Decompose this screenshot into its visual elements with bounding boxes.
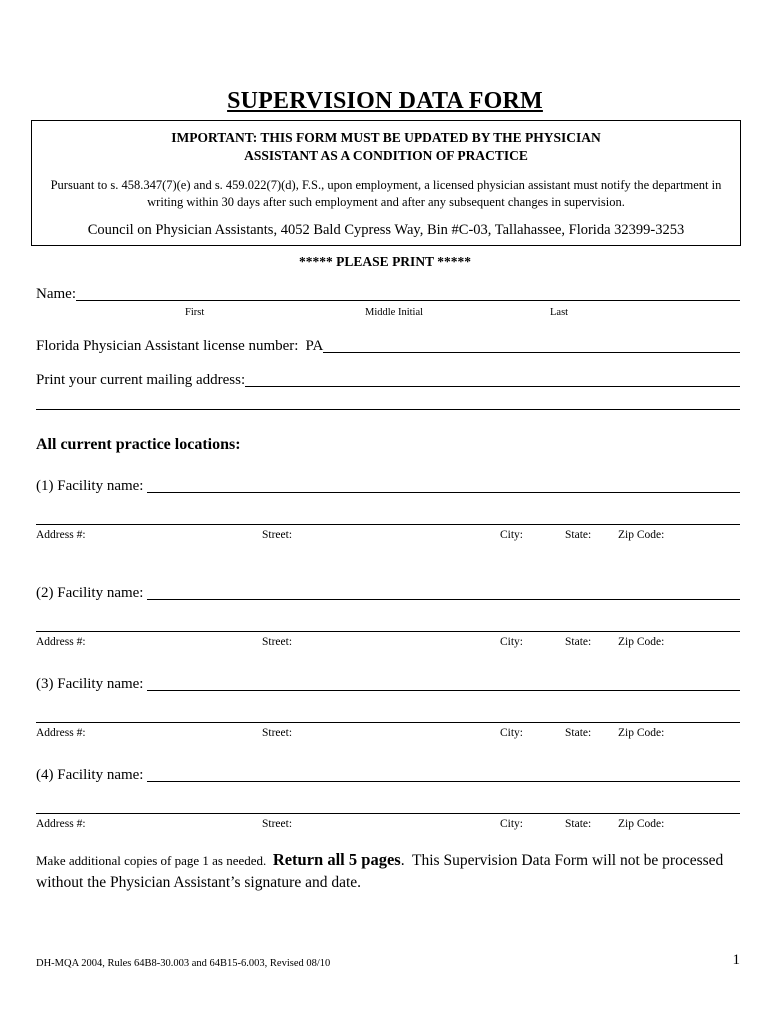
facility-2-row: [36, 585, 740, 602]
zip-code-label: Zip Code:: [618, 817, 665, 830]
bottom-note-prefix: Make additional copies of page 1 as needed.: [36, 852, 273, 868]
mailing-address-field-row: [36, 372, 740, 389]
street-label: Street:: [262, 528, 293, 541]
facility-4-name-input[interactable]: [147, 767, 740, 782]
license-field-row: [36, 338, 740, 355]
sublabel-last: Last: [550, 306, 569, 318]
city-label: City:: [500, 817, 524, 830]
notice-box: [31, 120, 741, 246]
address-number-label: Address #:: [36, 635, 86, 648]
zip-code-label: Zip Code:: [618, 528, 665, 541]
facility-2-label: (2) Facility name:: [36, 584, 148, 601]
facility-3-name-input[interactable]: [147, 676, 740, 691]
bottom-instructions: [36, 848, 740, 893]
name-field-row: [36, 286, 740, 303]
facility-1-name-input[interactable]: [147, 478, 740, 493]
city-label: City:: [500, 635, 524, 648]
state-label: State:: [565, 817, 592, 830]
facility-1-row: [36, 478, 740, 495]
facility-4-label: (4) Facility name:: [36, 766, 148, 783]
please-print-note: ***** PLEASE PRINT *****: [299, 253, 471, 269]
facility-4-row: [36, 767, 740, 784]
form-title: [0, 88, 770, 115]
notice-important-text: IMPORTANT: THIS FORM MUST BE UPDATED BY THE PHYSICIAN ASSISTANT AS A CONDITION OF PRACTICE: [171, 130, 601, 164]
state-label: State:: [565, 726, 592, 739]
facility-3-address-row[interactable]: [36, 722, 740, 743]
notice-council-address: Council on Physician Assistants, 4052 Bald Cypress Way, Bin #C-03, Tallahassee, Florida 32399-3253: [87, 221, 685, 238]
facility-4-address-row[interactable]: [36, 813, 740, 834]
city-label: City:: [500, 528, 524, 541]
mailing-address-second-line[interactable]: [36, 409, 740, 410]
sublabel-first: First: [185, 306, 205, 318]
page-footer: [36, 952, 740, 969]
form-title-text: SUPERVISION DATA FORM: [227, 88, 543, 114]
bottom-note-return-all-pages: Return all 5 pages: [272, 849, 401, 869]
license-label: Florida Physician Assistant license number:: [36, 337, 299, 354]
facility-2-address-row[interactable]: [36, 631, 740, 652]
facility-2-name-input[interactable]: [147, 585, 740, 600]
name-label: Name:: [36, 285, 76, 302]
facility-1-label: (1) Facility name:: [36, 477, 148, 494]
facility-3-label: (3) Facility name:: [36, 675, 148, 692]
license-number-input[interactable]: [323, 338, 740, 353]
address-number-label: Address #:: [36, 528, 86, 541]
city-label: City:: [500, 726, 524, 739]
zip-code-label: Zip Code:: [618, 635, 665, 648]
mailing-address-input[interactable]: [245, 372, 740, 387]
practice-locations-heading: All current practice locations:: [36, 435, 241, 453]
license-pa-prefix: PA: [305, 337, 324, 354]
facility-1-address-row[interactable]: [36, 524, 740, 545]
address-number-label: Address #:: [36, 726, 86, 739]
sublabel-middle-initial: Middle Initial: [365, 306, 424, 318]
street-label: Street:: [262, 726, 293, 739]
state-label: State:: [565, 635, 592, 648]
name-sublabels: [36, 305, 740, 321]
footer-rule-reference: DH-MQA 2004, Rules 64B8-30.003 and 64B15-6.003, Revised 08/10: [36, 958, 331, 969]
name-input[interactable]: [76, 286, 740, 301]
zip-code-label: Zip Code:: [618, 726, 665, 739]
bottom-note-suffix: . This Supervision Data Form will not be processed without the Physician Assistant’s signature and date.: [36, 851, 728, 891]
state-label: State:: [565, 528, 592, 541]
form-body: [36, 286, 740, 834]
mailing-address-label: Print your current mailing address:: [36, 371, 246, 388]
street-label: Street:: [262, 635, 293, 648]
street-label: Street:: [262, 817, 293, 830]
page-number: 1: [732, 952, 740, 968]
notice-pursuant-text: Pursuant to s. 458.347(7)(e) and s. 459.022(7)(d), F.S., upon employment, a licensed physician assistant must notify the department in writing within 30 days after such employment and after any subsequent changes in supervision.: [50, 178, 722, 209]
address-number-label: Address #:: [36, 817, 86, 830]
facility-3-row: [36, 676, 740, 693]
